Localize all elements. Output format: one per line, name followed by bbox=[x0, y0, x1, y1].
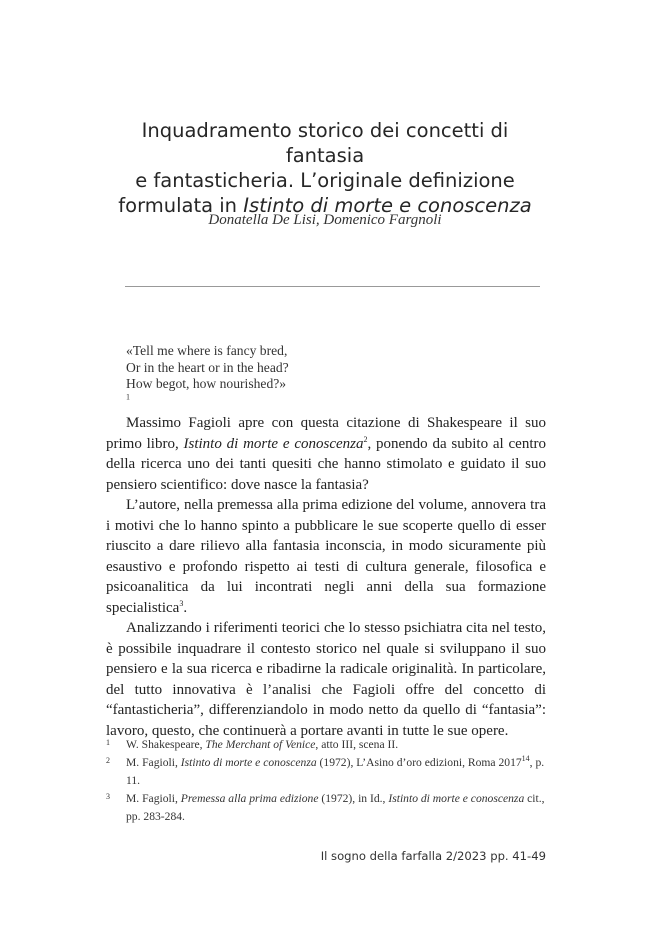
paragraph-2-end: . bbox=[183, 599, 188, 616]
footnote-number: 1 bbox=[106, 738, 110, 747]
footnote-title: Premessa alla prima edizione bbox=[180, 792, 319, 805]
footnotes bbox=[106, 736, 546, 826]
footnote-number: 3 bbox=[106, 792, 110, 801]
footnote-number: 2 bbox=[106, 756, 110, 765]
paragraph-2-text: L’autore, nella premessa alla prima edizione del volume, annovera tra i motivi che lo hanno spinto a pubblicare le sue scoperte quello di esser riuscito a dare rilievo alla fantasia inconscia, in modo sicuramente più esaustivo e profondo rispetto ai testi di cultura generale, filosofica e psicoanalitica da lui incontrati negli anni della sua formazione specialistica bbox=[106, 497, 546, 616]
epigraph-line-3-text: How begot, how nourished?» bbox=[126, 376, 287, 392]
paragraph-1 bbox=[106, 413, 546, 495]
epigraph bbox=[126, 343, 546, 409]
footnote-title: Istinto di morte e conoscenza bbox=[180, 756, 317, 769]
epigraph-line-2: Or in the heart or in the head? bbox=[126, 359, 289, 375]
footnote-2 bbox=[106, 754, 546, 790]
footnote-ref-3: 3 bbox=[179, 598, 184, 608]
footnote-text: , p. 11. bbox=[126, 756, 545, 787]
footnote-text: (1972), in Id., bbox=[318, 792, 389, 805]
footnote-ref-2: 2 bbox=[363, 434, 368, 444]
title-divider bbox=[125, 286, 540, 287]
paragraph-3: Analizzando i riferimenti teorici che lo stesso psichiatra cita nel testo, è possibile inquadrare il contesto storico nel quale si sviluppano il suo pensiero e la sua ricerca e ribadirne la radicale originalità. In particolare, del tutto innovativa è l’analisi che Fagioli offre del concetto di “fantasticheria”, differenziandolo in modo netto da quello di “fantasia”: lavoro, questo, che continuerà a portare avanti in tutte le sue opere. bbox=[106, 620, 546, 739]
epigraph-line-3 bbox=[126, 376, 546, 409]
paragraph-1-text-a: Massimo Fagioli apre con questa citazione di Shakespeare il suo primo libro, bbox=[106, 415, 546, 452]
running-footer: Il sogno della farfalla 2/2023 pp. 41-49 bbox=[320, 849, 546, 863]
epigraph-line-1: «Tell me where is fancy bred, bbox=[126, 343, 288, 358]
article-body bbox=[106, 413, 546, 741]
title-line-2: e fantasticheria. L’originale definizione bbox=[135, 169, 515, 192]
footnote-title: Istinto di morte e conoscenza bbox=[388, 792, 525, 805]
footnote-text: W. Shakespeare, bbox=[126, 738, 206, 751]
footnote-ref-1: 1 bbox=[126, 392, 130, 402]
footnote-text: (1972), L’Asino d’oro edizioni, Roma 2017 bbox=[316, 756, 522, 769]
title-book-italic: Istinto di morte e conoscenza bbox=[243, 194, 532, 217]
footnote-text: M. Fagioli, bbox=[126, 756, 181, 769]
footnote-title: The Merchant of Venice bbox=[205, 738, 316, 751]
footnote-text: M. Fagioli, bbox=[126, 792, 181, 805]
footnote-3 bbox=[106, 790, 546, 826]
title-line-1: Inquadramento storico dei concetti di fantasia bbox=[141, 119, 509, 167]
footnote-1 bbox=[106, 736, 546, 754]
footnote-text: cit., pp. 283-284. bbox=[126, 792, 545, 823]
article-title bbox=[100, 118, 550, 218]
paragraph-2 bbox=[106, 495, 546, 618]
paragraph-1-text-b: , ponendo da subito al centro della ricerca uno dei tanti quesiti che hanno stimolato e guidato il suo pensiero scientifico: dove nasce la fantasia? bbox=[106, 435, 546, 493]
paragraph-1-book-title: Istinto di morte e conoscenza bbox=[183, 435, 364, 452]
footnote-text: , atto III, scena II. bbox=[315, 738, 399, 751]
title-line-3-prefix: formulata in bbox=[118, 194, 244, 217]
article-authors: Donatella De Lisi, Domenico Fargnoli bbox=[208, 212, 442, 228]
edition-superscript: 14 bbox=[521, 754, 530, 764]
